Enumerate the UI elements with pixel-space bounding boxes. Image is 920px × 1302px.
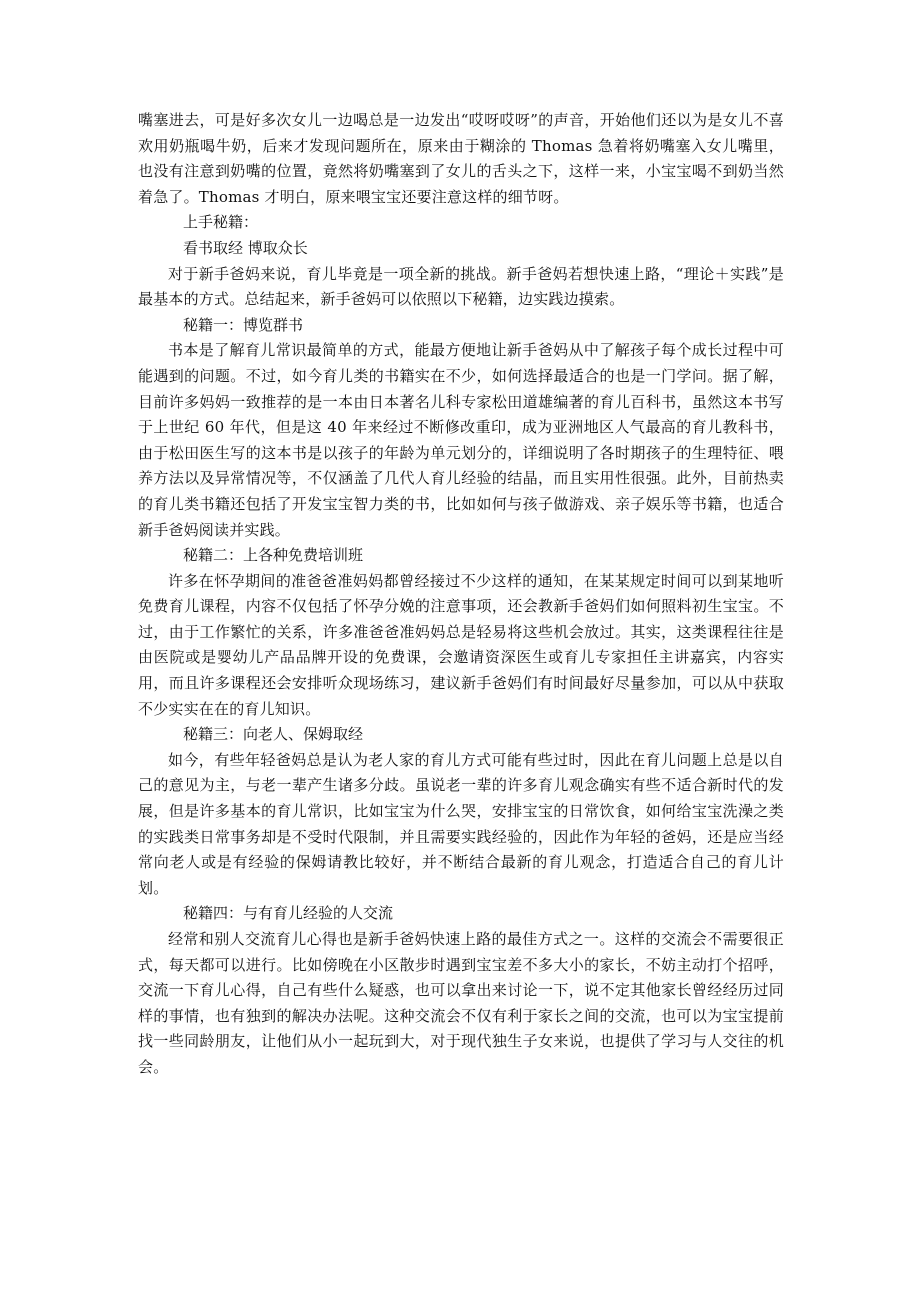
section-heading-2: 秘籍二：上各种免费培训班	[183, 546, 364, 565]
tips-label: 上手秘籍：	[183, 213, 259, 232]
section-body-3: 如今，有些年轻爸妈总是认为老人家的育儿方式可能有些过时，因此在育儿问题上总是以自己的意见为主，与老一辈产生诸多分歧。虽说老一辈的许多育儿观念确实有些不适合新时代的发展，但是许多基本的育儿常识，比如宝宝为什么哭，安排宝宝的日常饮食，如何给宝宝洗澡之类的实践类日常事务却是不受时代限制，并且需要实践经验的，因此作为年轻的爸妈，还是应当经常向老人或是有经验的保姆请教比较好，并不断结合最新的育儿观念，打造适合自己的育儿计划。	[138, 750, 784, 897]
section-body-4: 经常和别人交流育儿心得也是新手爸妈快速上路的最佳方式之一。这样的交流会不需要很正式，每天都可以进行。比如傍晚在小区散步时遇到宝宝差不多大小的家长，不妨主动打个招呼，交流一下育儿心得，自己有些什么疑惑，也可以拿出来讨论一下，说不定其他家长曾经经历过同样的事情，也有独到的解决办法呢。这种交流会不仅有利于家长之间的交流，也可以为宝宝提前找一些同龄朋友，让他们从小一起玩到大，对于现代独生子女来说，也提供了学习与人交往的机会。	[138, 930, 784, 1076]
section-heading-3: 秘籍三：向老人、保姆取经	[183, 725, 364, 744]
intro-continued-paragraph: 嘴塞进去，可是好多次女儿一边喝总是一边发出“哎呀哎呀”的声音，开始他们还以为是女儿不喜欢用奶瓶喝牛奶，后来才发现问题所在，原来由于糊涂的 Thomas 急着将奶嘴塞入女儿嘴里，也没有注意到奶嘴的位置，竟然将奶嘴塞到了女儿的舌头之下，这样一来，小宝宝喝不到奶当然着急了。Thomas 才明白，原来喂宝宝还要注意这样的细节呀。	[138, 111, 784, 206]
tips-intro-paragraph: 对于新手爸妈来说，育儿毕竟是一项全新的挑战。新手爸妈若想快速上路，“理论＋实践”是最基本的方式。总结起来，新手爸妈可以依照以下秘籍，边实践边摸索。	[138, 264, 784, 309]
section-body-2: 许多在怀孕期间的准爸爸准妈妈都曾经接过不少这样的通知，在某某规定时间可以到某地听免费育儿课程，内容不仅包括了怀孕分娩的注意事项，还会教新手爸妈们如何照料初生宝宝。不过，由于工作繁忙的关系，许多准爸爸准妈妈总是轻易将这些机会放过。其实，这类课程往往是由医院或是婴幼儿产品品牌开设的免费课，会邀请资深医生或育儿专家担任主讲嘉宾，内容实用，而且许多课程还会安排听众现场练习，建议新手爸妈们有时间最好尽量参加，可以从中获取不少实实在在的育儿知识。	[138, 571, 784, 718]
section-body-1: 书本是了解育儿常识最简单的方式，能最方便地让新手爸妈从中了解孩子每个成长过程中可能遇到的问题。不过，如今育儿类的书籍实在不少，如何选择最适合的也是一门学问。据了解，目前许多妈妈一致推荐的是一本由日本著名儿科专家松田道雄编著的育儿百科书，虽然这本书写于上世纪 60 年代，但是这 40 年来经过不断修改重印，成为亚洲地区人气最高的育儿教科书，由于松田医生写的这本书是以孩子的年龄为单元划分的，详细说明了各时期孩子的生理特征、喂养方法以及异常情况等，不仅涵盖了几代人育儿经验的结晶，而且实用性很强。此外，目前热卖的育儿类书籍还包括了开发宝宝智力类的书，比如如何与孩子做游戏、亲子娱乐等书籍，也适合新手爸妈阅读并实践。	[138, 341, 784, 539]
section-heading-4: 秘籍四：与有育儿经验的人交流	[183, 904, 394, 923]
tips-title: 看书取经 博取众长	[183, 238, 308, 257]
section-heading-1: 秘籍一：博览群书	[183, 315, 304, 334]
document-page	[138, 108, 784, 1081]
